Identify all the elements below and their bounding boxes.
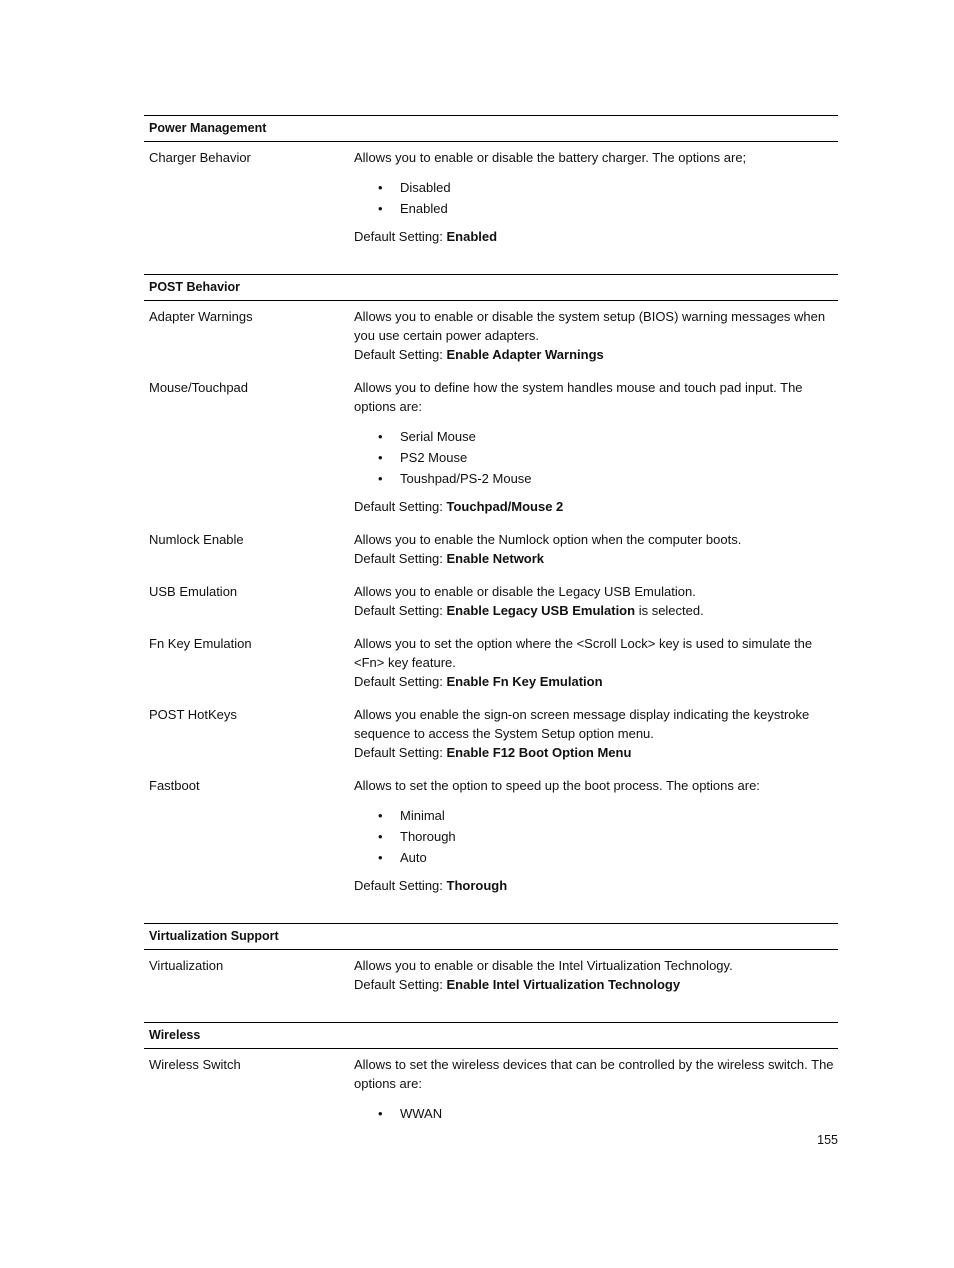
setting-row — [144, 372, 838, 524]
default-setting-prefix: Default Setting: — [354, 603, 443, 618]
option-item: • Minimal — [354, 805, 838, 826]
option-item: • Auto — [354, 847, 838, 868]
options-list — [354, 1103, 838, 1124]
default-setting — [354, 497, 838, 516]
setting-label: Charger Behavior — [149, 150, 251, 165]
default-setting — [354, 743, 838, 762]
options-list — [354, 177, 838, 219]
section-title: Wireless — [144, 1022, 838, 1049]
default-setting — [354, 975, 838, 994]
options-list — [354, 805, 838, 868]
settings-document — [144, 115, 838, 1160]
default-setting-value: Enable Intel Virtualization Technology — [446, 977, 681, 992]
default-setting-prefix: Default Setting: — [354, 347, 443, 362]
default-setting-prefix: Default Setting: — [354, 551, 443, 566]
default-setting — [354, 672, 838, 691]
setting-row — [144, 699, 838, 770]
default-setting-value: Touchpad/Mouse 2 — [446, 499, 564, 514]
setting-description: Allows you to set the option where the <Scroll Lock> key is used to simulate the <Fn> key feature. — [354, 636, 813, 670]
setting-description: Allows you to enable the Numlock option when the computer boots. — [354, 532, 742, 547]
setting-content — [354, 148, 838, 246]
default-setting — [354, 345, 838, 364]
section-title: Virtualization Support — [144, 923, 838, 950]
setting-row — [144, 301, 838, 372]
default-setting-value: Enable Fn Key Emulation — [446, 674, 603, 689]
default-setting-value: Enabled — [446, 229, 498, 244]
option-item: • Disabled — [354, 177, 838, 198]
option-item: • Enabled — [354, 198, 838, 219]
setting-label: Numlock Enable — [149, 532, 244, 547]
setting-description: Allows you to enable or disable the Legacy USB Emulation. — [354, 584, 696, 599]
default-setting-prefix: Default Setting: — [354, 878, 443, 893]
default-setting-value: Enable Network — [446, 551, 545, 566]
default-setting-prefix: Default Setting: — [354, 674, 443, 689]
setting-content — [354, 1055, 838, 1132]
default-setting — [354, 549, 838, 568]
setting-content — [354, 307, 838, 364]
default-setting — [354, 601, 838, 620]
settings-section — [144, 274, 838, 903]
settings-section — [144, 1022, 838, 1140]
default-setting-value: Enable F12 Boot Option Menu — [446, 745, 632, 760]
option-item: • PS2 Mouse — [354, 447, 838, 468]
setting-label: Fastboot — [149, 778, 200, 793]
setting-content — [354, 634, 838, 691]
setting-label: Virtualization — [149, 958, 224, 973]
setting-content — [354, 705, 838, 762]
default-setting-prefix: Default Setting: — [354, 977, 443, 992]
settings-section — [144, 923, 838, 1002]
setting-label: Wireless Switch — [149, 1057, 241, 1072]
setting-label: Adapter Warnings — [149, 309, 253, 324]
setting-row — [144, 950, 838, 1002]
setting-row — [144, 770, 838, 903]
option-item: • Thorough — [354, 826, 838, 847]
setting-content — [354, 956, 838, 994]
section-title: POST Behavior — [144, 274, 838, 301]
setting-description: Allows you to enable or disable the system setup (BIOS) warning messages when you use certain power adapters. — [354, 309, 826, 343]
setting-label: USB Emulation — [149, 584, 238, 599]
setting-label: Mouse/Touchpad — [149, 380, 249, 395]
setting-description: Allows to set the option to speed up the boot process. The options are: — [354, 778, 760, 793]
setting-row — [144, 576, 838, 628]
options-list — [354, 426, 838, 489]
default-setting — [354, 876, 838, 895]
settings-section — [144, 115, 838, 254]
default-setting-prefix: Default Setting: — [354, 499, 443, 514]
default-setting-value: Thorough — [446, 878, 508, 893]
setting-description: Allows to set the wireless devices that can be controlled by the wireless switch. The options are: — [354, 1057, 834, 1091]
setting-row — [144, 142, 838, 254]
setting-content — [354, 582, 838, 620]
setting-row — [144, 628, 838, 699]
setting-row — [144, 524, 838, 576]
section-title: Power Management — [144, 115, 838, 142]
setting-description: Allows you to define how the system handles mouse and touch pad input. The options are: — [354, 380, 803, 414]
default-setting — [354, 227, 838, 246]
setting-description: Allows you to enable or disable the Intel Virtualization Technology. — [354, 958, 733, 973]
default-setting-value: Enable Legacy USB Emulation — [446, 603, 636, 618]
setting-description: Allows you to enable or disable the battery charger. The options are; — [354, 150, 747, 165]
setting-description: Allows you enable the sign-on screen message display indicating the keystroke sequence to access the System Setup option menu. — [354, 707, 810, 741]
setting-content — [354, 378, 838, 516]
default-setting-value: Enable Adapter Warnings — [446, 347, 604, 362]
setting-label: POST HotKeys — [149, 707, 237, 722]
setting-row — [144, 1049, 838, 1140]
option-item: • Serial Mouse — [354, 426, 838, 447]
setting-content — [354, 776, 838, 895]
default-setting-suffix: is selected. — [638, 603, 704, 618]
setting-content — [354, 530, 838, 568]
default-setting-prefix: Default Setting: — [354, 229, 443, 244]
default-setting-prefix: Default Setting: — [354, 745, 443, 760]
setting-label: Fn Key Emulation — [149, 636, 252, 651]
option-item: • Toushpad/PS-2 Mouse — [354, 468, 838, 489]
page-number: 155 — [817, 1133, 838, 1147]
option-item: • WWAN — [354, 1103, 838, 1124]
